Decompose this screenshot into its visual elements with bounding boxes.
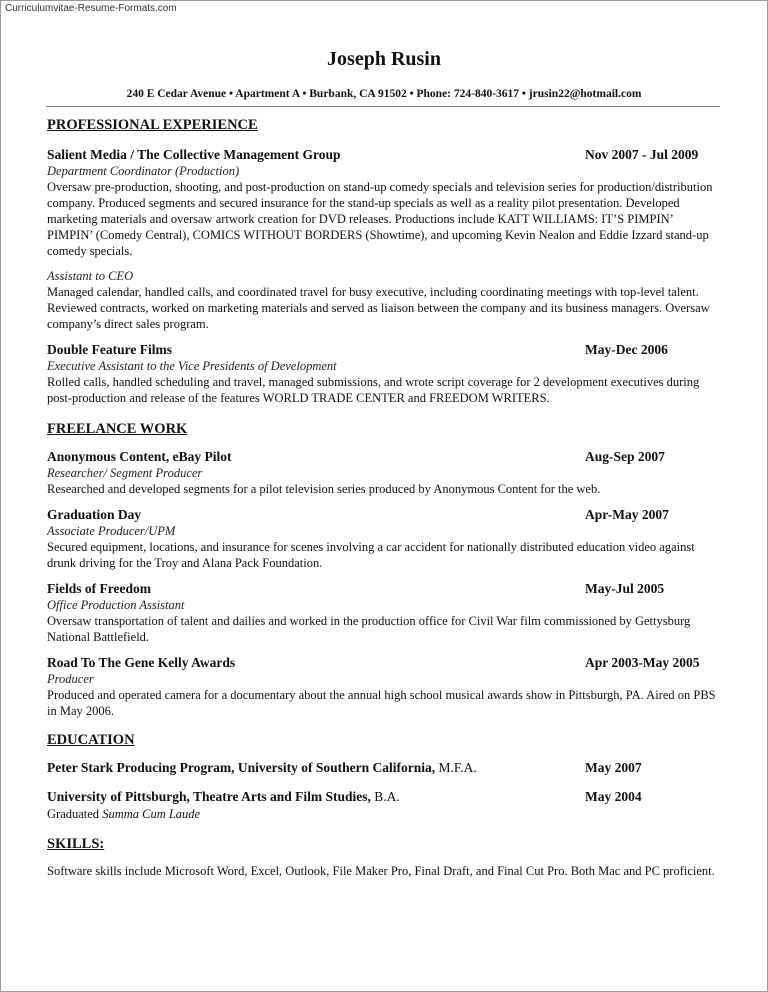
resume-name: Joseph Rusin <box>327 48 441 70</box>
freelance-dates: Apr 2003-May 2005 <box>585 655 700 670</box>
degree: M.F.A. <box>438 760 477 775</box>
education-dates: May 2007 <box>585 760 642 775</box>
education-entry <box>47 788 717 822</box>
freelance-role: Producer <box>47 672 94 686</box>
job-role: Assistant to CEO <box>47 269 134 283</box>
section-title-education: EDUCATION <box>47 732 135 748</box>
school-name: University of Pittsburgh, Theatre Arts and Film Studies, <box>47 789 371 804</box>
freelance-dates: Aug-Sep 2007 <box>585 449 665 464</box>
note-honor: Summa Cum Laude <box>102 807 201 821</box>
job-org: Double Feature Films <box>47 342 172 357</box>
contact-line: 240 E Cedar Avenue • Apartment A • Burbank, CA 91502 • Phone: 724-840-3617 • jrusin22@hotmail.com <box>126 88 642 100</box>
freelance-description: Secured equipment, locations, and insurance for scenes involving a car accident for nationally distributed education video against drunk driving for the Troy and Alana Pack Foundation. <box>47 540 695 570</box>
job-role: Department Coordinator (Production) <box>47 164 240 178</box>
education-dates: May 2004 <box>585 789 642 804</box>
job-entry <box>47 341 717 406</box>
freelance-entry <box>47 654 717 719</box>
education-school <box>47 759 477 777</box>
note-prefix: Graduated <box>47 807 100 821</box>
freelance-role: Associate Producer/UPM <box>47 524 176 538</box>
job-description: Rolled calls, handled scheduling and travel, managed submissions, and wrote script coverage for 2 development executives during post-production and release of the features WORLD TRADE CENTER and FREEDOM WRITERS. <box>47 375 700 405</box>
skills-text: Software skills include Microsoft Word, Excel, Outlook, File Maker Pro, Final Draft, and Final Cut Pro. Both Mac and PC proficient. <box>47 864 715 878</box>
job-role: Executive Assistant to the Vice Presidents of Development <box>47 359 337 373</box>
section-title-professional: PROFESSIONAL EXPERIENCE <box>47 117 258 133</box>
section-title-skills: SKILLS: <box>47 836 105 852</box>
watermark: Curriculumvitae-Resume-Formats.com <box>5 3 177 14</box>
job-dates: Nov 2007 - Jul 2009 <box>585 147 699 162</box>
degree: B.A. <box>374 789 400 804</box>
freelance-org: Fields of Freedom <box>47 581 151 596</box>
freelance-org: Anonymous Content, eBay Pilot <box>47 449 232 464</box>
education-note <box>47 806 717 822</box>
freelance-description: Researched and developed segments for a pilot television series produced by Anonymous Content for the web. <box>47 482 601 496</box>
education-entry <box>47 759 717 777</box>
freelance-org: Road To The Gene Kelly Awards <box>47 655 236 670</box>
header-divider <box>46 106 720 107</box>
section-title-freelance: FREELANCE WORK <box>47 421 188 437</box>
freelance-dates: Apr-May 2007 <box>585 507 669 522</box>
freelance-role: Researcher/ Segment Producer <box>47 466 203 480</box>
resume-body <box>47 116 717 879</box>
job-entry <box>47 146 717 332</box>
job-dates: May-Dec 2006 <box>585 342 668 357</box>
job-description: Oversaw pre-production, shooting, and post-production on stand-up comedy specials and television series for production/distribution company. Produced segments and secured insurance for the stand-up specials as well as a reality pilot presentation. Developed marketing materials and oversaw artwork creation for DVD releases. Productions include KATT WILLIAMS: IT’S PIMPIN’ PIMPIN’ (Comedy Central), COMICS WITHOUT BORDERS (Showtime), and upcoming Kevin Nealon and Eddie Izzard stand-up comedy specials. <box>47 180 713 258</box>
school-name: Peter Stark Producing Program, University of Southern California, <box>47 760 436 775</box>
job-description: Managed calendar, handled calls, and coordinated travel for busy executive, including coordinating meetings with top-level talent. Reviewed contracts, worked on marketing materials and served as liaison between the company and its business managers. Oversaw company’s direct sales program. <box>47 285 710 331</box>
job-org: Salient Media / The Collective Management Group <box>47 147 341 162</box>
education-school <box>47 788 400 806</box>
freelance-description: Produced and operated camera for a documentary about the annual high school musical awards show in Pittsburgh, PA. Aired on PBS in May 2006. <box>47 688 716 718</box>
freelance-description: Oversaw transportation of talent and dailies and worked in the production office for Civil War film commissioned by Gettysburg National Battlefield. <box>47 614 691 644</box>
freelance-role: Office Production Assistant <box>47 598 185 612</box>
freelance-dates: May-Jul 2005 <box>585 581 665 596</box>
freelance-entry <box>47 448 717 497</box>
freelance-entry <box>47 506 717 571</box>
freelance-entry <box>47 580 717 645</box>
freelance-org: Graduation Day <box>47 507 142 522</box>
